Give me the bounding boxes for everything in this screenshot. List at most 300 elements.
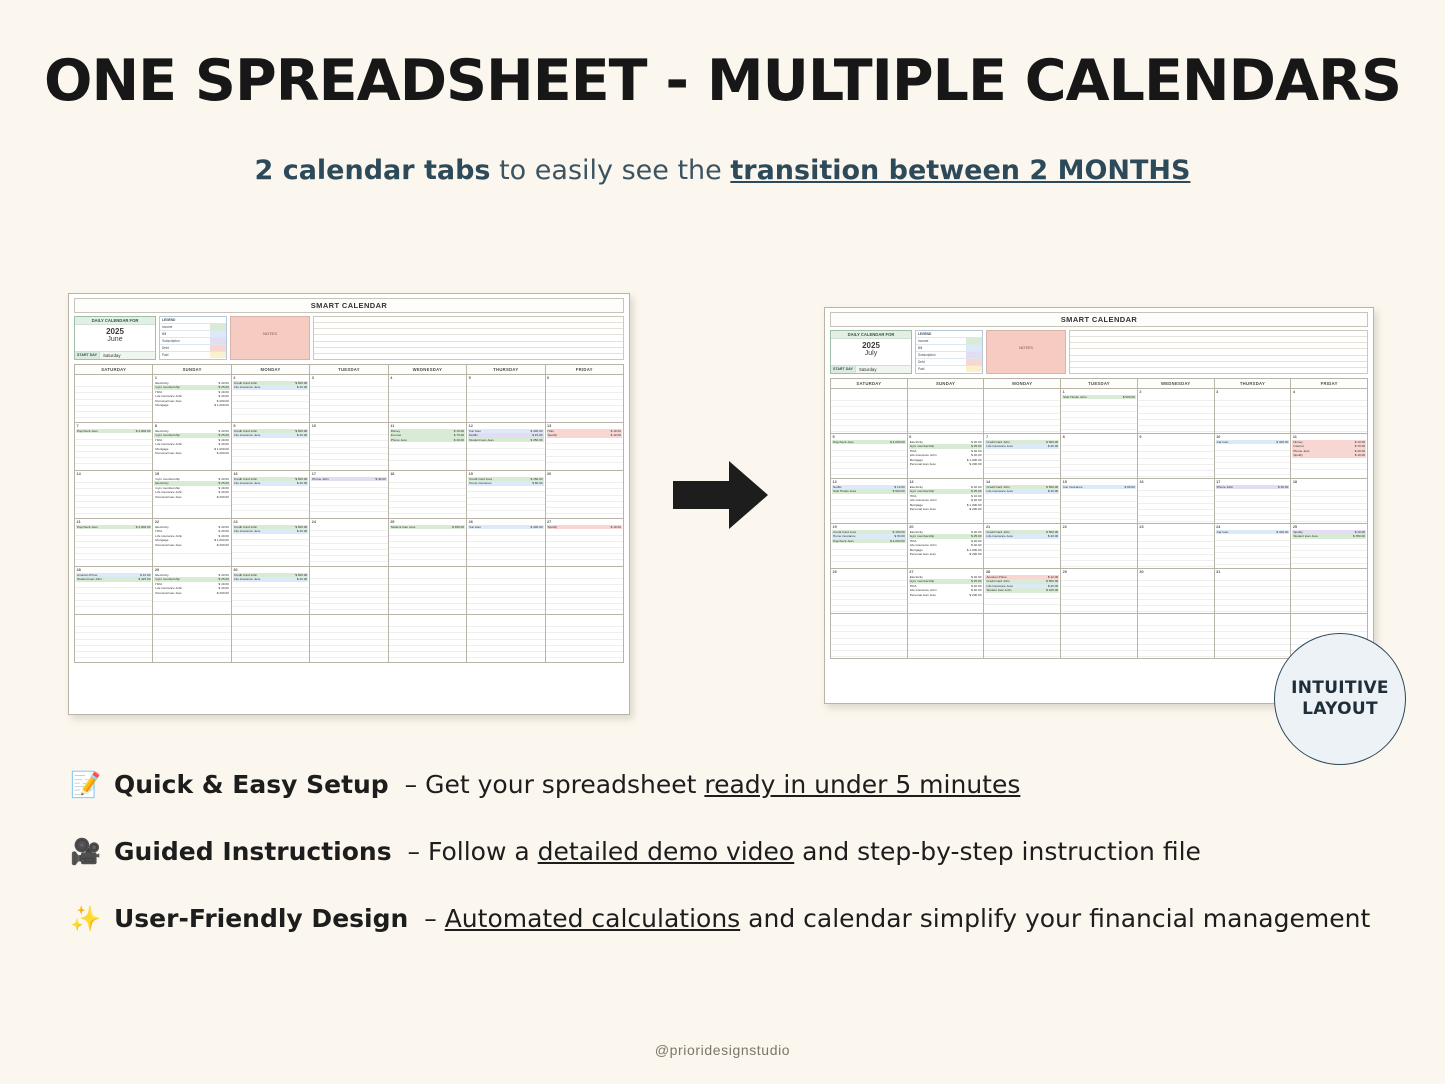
feature-emoji-icon: 🎥 [70,837,102,866]
empty-entry-rows [1061,489,1137,520]
entry-amount: $ 10.00 [971,493,982,498]
calendar-week-row [75,519,624,567]
empty-entry-rows [831,494,907,519]
entry-amount: $ 4,000.00 [135,525,151,529]
entry-amount: $ 40.00 [218,490,229,495]
calendar-day-cell[interactable] [389,375,467,423]
entry-amount: $ 40.00 [971,543,982,548]
day-number: 5 [832,434,835,439]
day-entries [546,429,623,438]
entry-amount: $ 10.00 [1354,530,1366,534]
calendar-day-cell[interactable] [1138,389,1215,434]
day-entries [153,477,230,499]
calendar-day-cell[interactable] [389,423,467,471]
feature-emoji-icon: 📝 [70,770,102,799]
empty-entry-rows [1215,534,1291,565]
calendar-day-cell[interactable] [232,471,310,519]
empty-entry-rows [1291,485,1367,522]
calendar-day-cell[interactable] [984,434,1061,479]
calendar-day-cell[interactable] [153,471,231,519]
entry-name: HOA [155,581,163,586]
entry-amount: $ 200.00 [969,552,982,557]
calendar-day-cell[interactable] [1291,389,1368,434]
entry-name: Personal loan Jess [155,494,182,499]
calendar-day-cell[interactable] [831,524,908,569]
calendar-day-cell[interactable] [310,423,388,471]
calendar-day-cell[interactable] [232,615,310,663]
entry-name: Car loan [1216,530,1229,534]
calendar-day-cell[interactable] [546,615,624,663]
entry-amount: $ 15.00 [532,433,543,438]
calendar-day-cell[interactable] [984,614,1061,659]
calendar-day-cell[interactable] [467,567,545,615]
calendar-day-cell[interactable] [310,615,388,663]
subtitle-mid: to easily see the [490,155,731,186]
entry-amount: $ 1,000.00 [214,403,229,408]
calendar-grid[interactable] [74,364,624,663]
entry-amount: $ 25.00 [971,489,982,494]
day-entry[interactable] [154,403,229,407]
feature-text [114,904,1370,933]
calendar-day-cell[interactable] [1061,434,1138,479]
notes-lines-area[interactable] [313,316,624,360]
legend-color-swatch [966,366,982,372]
day-entries [831,530,907,543]
feature-item [70,904,1390,934]
day-entry[interactable] [154,451,229,455]
legend-item [160,352,226,358]
weekday-header: SATURDAY [831,379,908,389]
day-entries [831,485,907,494]
empty-entry-rows [1138,620,1214,657]
feature-item [70,770,1390,800]
entry-name: Gym membership [155,485,180,490]
legend-item-label: Debt [918,360,925,364]
entry-name: Life insurance John [155,533,183,538]
entry-name: Internet [1293,444,1304,449]
calendar-day-cell[interactable] [1061,614,1138,659]
entry-amount: $ 40.00 [296,433,308,438]
entry-name: Mortgage [909,547,923,552]
badge-line-2: LAYOUT [1302,699,1378,719]
day-number: 17 [311,471,316,476]
sheet-header-row [830,330,1368,374]
day-entries [153,429,230,456]
day-number: 2 [233,375,236,380]
calendar-day-cell[interactable] [1291,479,1368,524]
day-number: 21 [985,524,991,529]
entry-name: Personal loan Jess [155,398,182,403]
day-number: 12 [832,479,837,484]
feature-dash: – [399,837,428,866]
entry-amount: $ 25.00 [971,444,982,449]
entry-name: Phone John [1216,485,1234,489]
entry-amount: $ 40.00 [218,573,229,577]
day-number: 24 [1216,524,1221,529]
empty-entry-rows [310,381,387,418]
day-entries [1291,530,1367,539]
calendar-day-cell[interactable] [153,567,231,615]
day-number: 24 [311,519,316,524]
entry-name: Mortgage [155,403,169,408]
day-number: 1 [1062,389,1065,394]
entry-amount: $ 40.00 [1354,448,1366,453]
calendar-day-cell[interactable] [1138,614,1215,659]
legend-color-swatch [210,345,226,351]
entry-amount: $ 40.00 [218,394,229,399]
legend-item-label: Paid [918,367,925,371]
empty-entry-rows [389,477,466,514]
entry-name: Student loan John [986,588,1012,593]
calendar-day-cell[interactable] [232,567,310,615]
entry-name: Life insurance Jess [986,583,1013,588]
calendar-day-cell[interactable] [153,615,231,663]
entry-amount: $ 40.00 [218,581,229,586]
calendar-day-cell[interactable] [153,423,231,471]
sheet-title: SMART CALENDAR [830,312,1368,327]
day-number: 5 [468,375,471,380]
empty-entry-rows [984,449,1060,474]
entry-name: Gym membership [909,444,935,449]
legend-item [916,366,982,372]
calendar-settings-box[interactable] [830,330,912,374]
entry-name: Electricity [909,530,923,534]
empty-entry-rows [389,529,466,560]
entry-name: Side Hustle John [1063,395,1087,399]
entry-amount: $ 40.00 [1047,489,1059,494]
entry-amount: $ 200.00 [969,462,982,467]
day-entry[interactable] [909,462,983,466]
entry-name: Side Hustle Jess [833,489,857,494]
notes-box[interactable]: NOTES [986,330,1066,374]
empty-entry-rows [1291,575,1367,612]
entry-amount: $ 12.00 [1047,575,1059,579]
entry-amount: $ 40.00 [971,538,982,543]
calendar-day-cell[interactable] [467,375,545,423]
calendar-week-row [831,569,1368,614]
day-number: 29 [1062,569,1067,574]
entry-amount: $ 40.00 [218,429,229,433]
empty-entry-rows [1291,458,1367,470]
year-value[interactable]: 2025 [862,341,880,350]
calendar-day-cell[interactable] [984,569,1061,614]
day-entries [232,477,309,486]
empty-entry-rows [908,620,984,657]
entry-amount: $ 40.00 [1047,534,1059,539]
entry-amount: $ 40.00 [218,485,229,490]
calendar-day-cell[interactable] [908,614,985,659]
day-number: 18 [1292,479,1298,484]
legend-item [916,352,982,359]
weekday-header-row [75,365,624,375]
calendar-day-cell[interactable] [984,479,1061,524]
day-entries [908,440,984,467]
spreadsheet-screenshot-july[interactable] [824,307,1374,704]
entry-name: Life insurance John [909,543,937,548]
calendar-settings-box[interactable] [74,316,156,360]
arrow-right-icon [671,455,771,535]
entry-amount: $ 80.00 [894,534,905,539]
legend-color-swatch [966,338,982,344]
entry-amount: $ 40.00 [1277,485,1289,489]
entry-name: Gym membership [909,579,935,584]
calendar-day-cell[interactable] [232,375,310,423]
day-entry[interactable] [909,552,983,556]
calendar-day-cell[interactable] [831,479,908,524]
calendar-grid[interactable] [830,378,1368,659]
legend-item-label: Bill [918,346,923,350]
calendar-day-cell[interactable] [1061,569,1138,614]
page-title: ONE SPREADSHEET - MULTIPLE CALENDARS [43,48,1402,114]
day-entries [908,530,984,557]
year-value[interactable]: 2025 [106,327,124,336]
day-number: 11 [1292,434,1297,439]
empty-entry-rows [467,442,544,461]
entry-name: Student loan Jess [469,437,494,442]
empty-entry-rows [984,593,1060,605]
legend-item-label: Paid [162,353,169,357]
calendar-day-cell[interactable] [153,519,231,567]
entry-name: Car loan [469,429,481,433]
empty-entry-rows [546,438,623,463]
entry-name: Credit Card John [986,440,1010,444]
calendar-day-cell[interactable] [831,569,908,614]
day-entries [153,381,230,408]
calendar-day-cell[interactable] [75,471,153,519]
calendar-day-cell[interactable] [1215,614,1292,659]
empty-entry-rows [153,621,230,658]
empty-entry-rows [75,529,152,560]
entry-amount: $ 40.00 [971,498,982,503]
entry-name: Credit Card John [986,485,1010,489]
calendar-day-cell[interactable] [75,375,153,423]
calendar-day-cell[interactable] [1061,524,1138,569]
feature-text-underlined: Automated calculations [444,904,741,933]
entry-name: Student loan Jess [1293,534,1318,539]
calendar-day-cell[interactable] [984,389,1061,434]
empty-entry-rows [153,499,230,505]
calendar-day-cell[interactable] [1061,389,1138,434]
entry-amount: $ 1,000.00 [966,547,982,552]
feature-text-underlined: detailed demo video [537,837,795,866]
calendar-day-cell[interactable] [75,423,153,471]
entry-amount: $ 40.00 [971,588,982,593]
calendar-day-cell[interactable] [232,423,310,471]
empty-entry-rows [467,621,544,658]
day-number: 14 [76,471,81,476]
calendar-day-cell[interactable] [546,375,624,423]
empty-entry-rows [546,477,623,514]
calendar-day-cell[interactable] [1215,389,1292,434]
entry-name: Student loan Jess [390,525,416,529]
badge-line-1: INTUITIVE [1291,677,1389,698]
sheet-header-row [74,316,624,360]
calendar-day-cell[interactable] [546,567,624,615]
entry-name: Electricity [155,525,169,529]
legend-item-label: Income [918,339,929,343]
calendar-day-cell[interactable] [75,567,153,615]
calendar-day-cell[interactable] [153,375,231,423]
entry-name: Spotify [1293,453,1303,458]
entry-amount: $ 40.00 [218,437,229,442]
notes-box[interactable]: NOTES [230,316,310,360]
entry-name: Gym membership [909,489,935,494]
entry-amount: $ 500.00 [295,573,308,577]
entry-name: Life insurance John [909,498,937,503]
entry-amount: $ 40.00 [296,577,308,582]
calendar-day-cell[interactable] [1291,569,1368,614]
entry-amount: $ 40.00 [971,530,982,534]
calendar-day-cell[interactable] [75,519,153,567]
empty-entry-rows [984,620,1060,657]
calendar-day-cell[interactable] [546,471,624,519]
notes-lines-area[interactable] [1069,330,1368,374]
day-number: 14 [985,479,991,484]
calendar-day-cell[interactable] [908,524,985,569]
day-number: 28 [985,569,991,574]
day-number: 10 [311,423,316,428]
entry-name: Phone Jess [1293,448,1310,453]
calendar-day-cell[interactable] [389,519,467,567]
legend-item-label: Debt [162,346,169,350]
legend-box [159,316,227,360]
calendar-day-cell[interactable] [467,615,545,663]
calendar-day-cell[interactable] [467,423,545,471]
empty-entry-rows [75,477,152,514]
day-entries [467,429,544,442]
entry-amount: $ 40.00 [971,485,982,489]
entry-amount: $ 10.00 [453,429,465,433]
calendar-day-cell[interactable] [1138,524,1215,569]
entry-name: Credit Card John [233,525,258,529]
month-value[interactable]: June [107,336,123,343]
calendar-day-cell[interactable] [831,434,908,479]
day-entry[interactable] [909,507,983,511]
spreadsheet-screenshot-june[interactable] [68,293,630,715]
calendar-day-cell[interactable] [232,519,310,567]
entry-amount: $ 25.00 [218,433,229,438]
day-number: 3 [1216,389,1219,394]
empty-entry-rows [546,381,623,418]
empty-entry-rows [1138,485,1214,522]
calendar-day-cell[interactable] [467,519,545,567]
calendar-day-cell[interactable] [310,519,388,567]
calendar-day-cell[interactable] [1215,524,1292,569]
calendar-day-cell[interactable] [1215,434,1292,479]
day-entries [153,525,230,547]
month-value[interactable]: July [864,350,878,357]
entry-amount: $ 10.00 [610,433,621,438]
status-badge [1274,633,1406,765]
empty-entry-rows [310,573,387,610]
day-number: 16 [1139,479,1144,484]
entry-amount: $ 40.00 [296,481,308,486]
calendar-day-cell[interactable] [908,389,985,434]
entry-amount: $ 40.00 [218,442,229,447]
start-day-value[interactable]: Saturday [102,353,121,358]
calendar-day-cell[interactable] [310,567,388,615]
day-number: 22 [154,519,160,524]
entry-name: Life insurance Jess [986,444,1013,449]
calendar-day-cell[interactable] [389,615,467,663]
entry-name: Amazon Prime [986,575,1007,579]
calendar-day-cell[interactable] [75,615,153,663]
calendar-day-cell[interactable] [908,434,985,479]
calendar-day-cell[interactable] [467,471,545,519]
entry-amount: $ 10.00 [1354,440,1366,444]
entry-name: Credit Card Jess [833,530,857,534]
calendar-day-cell[interactable] [546,519,624,567]
entry-name: Personal loan Jess [909,552,936,557]
day-entries [908,575,984,597]
day-number: 9 [233,423,236,428]
start-day-value[interactable]: Saturday [858,367,877,372]
empty-entry-rows [310,621,387,658]
entry-name: Life insurance John [909,588,937,593]
calendar-day-cell[interactable] [310,471,388,519]
entry-amount: $ 400.00 [1276,530,1289,534]
weekday-header: MONDAY [232,365,310,375]
calendar-day-cell[interactable] [546,423,624,471]
calendar-day-cell[interactable] [1291,434,1368,479]
entry-amount: $ 40.00 [1047,444,1059,449]
entry-amount: $ 500.00 [295,525,308,529]
footer-handle: @prioridesignstudio [654,1042,791,1058]
calendar-day-cell[interactable] [1061,479,1138,524]
empty-entry-rows [1061,620,1137,657]
calendar-day-cell[interactable] [908,479,985,524]
day-entries [153,573,230,595]
calendar-day-cell[interactable] [831,614,908,659]
day-entries [908,485,984,512]
entry-amount: $ 40.00 [296,385,308,390]
calendar-day-cell[interactable] [389,471,467,519]
day-entries [984,575,1060,593]
entry-amount: $ 40.00 [971,453,982,458]
calendar-day-cell[interactable] [1215,569,1292,614]
calendar-day-cell[interactable] [1138,569,1215,614]
calendar-day-cell[interactable] [1215,479,1292,524]
entry-name: Life insurance John [155,490,183,495]
entry-amount: $ 425.00 [1046,588,1059,593]
calendar-day-cell[interactable] [831,389,908,434]
calendar-day-cell[interactable] [1291,524,1368,569]
entry-amount: $ 10.00 [894,485,905,489]
calendar-day-cell[interactable] [310,375,388,423]
entry-amount: $ 150.00 [530,477,543,481]
empty-entry-rows [232,582,309,607]
entry-name: Paycheck Jess [833,440,854,444]
weekday-header: THURSDAY [1215,379,1292,389]
entry-name: Credit Card John [233,477,258,481]
calendar-day-cell[interactable] [389,567,467,615]
entry-name: Life insurance John [155,442,183,447]
day-number: 4 [390,375,393,380]
calendar-day-cell[interactable] [984,524,1061,569]
legend-item [916,345,982,352]
feature-title: Guided Instructions [114,837,392,866]
calendar-day-cell[interactable] [1138,434,1215,479]
entry-name: Car insurance [1063,485,1083,489]
empty-entry-rows [908,597,984,603]
entry-amount: $ 40.00 [971,448,982,453]
day-number: 21 [76,519,81,524]
entry-name: Electricity [909,440,923,444]
calendar-day-cell[interactable] [1138,479,1215,524]
legend-item-label: Bill [162,332,167,336]
calendar-day-cell[interactable] [908,569,985,614]
empty-entry-rows [467,381,544,418]
